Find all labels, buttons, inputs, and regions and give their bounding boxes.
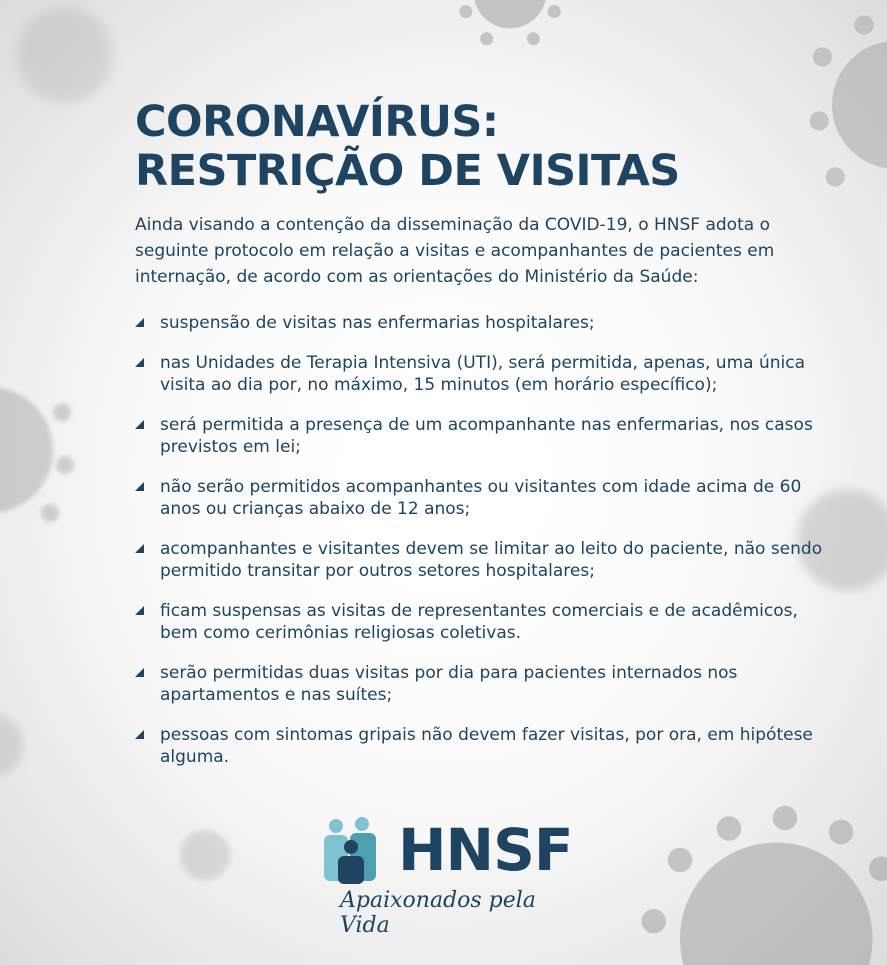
hnsf-logo: [318, 814, 578, 924]
list-item: [135, 600, 835, 644]
title-line-1: CORONAVÍRUS:: [135, 97, 499, 147]
list-item-text: acompanhantes e visitantes devem se limitar ao leito do paciente, não sendo permitido transitar por outros setores hospitalares;: [160, 539, 822, 581]
virus-illustration-left-bottom: [0, 690, 40, 800]
list-item-text: suspensão de visitas nas enfermarias hospitalares;: [160, 313, 595, 333]
triangle-bullet-icon: [135, 606, 144, 615]
list-item: [135, 724, 835, 768]
list-item: [135, 312, 835, 334]
virus-illustration-left: [0, 340, 80, 560]
triangle-bullet-icon: [135, 668, 144, 677]
virus-illustration-top-center: [420, 0, 600, 70]
intro-paragraph: Ainda visando a contenção da disseminação da COVID-19, o HNSF adota o seguinte protocolo em relação a visitas e acompanhantes de pacientes em internação, de acordo com as orientações do Ministério da Saúde:: [135, 212, 835, 290]
triangle-bullet-icon: [135, 544, 144, 553]
rules-list: [135, 312, 835, 768]
list-item-text: ficam suspensas as visitas de representantes comerciais e de acadêmicos, bem como cerimônias religiosas coletivas.: [160, 601, 798, 643]
page-title: [135, 98, 835, 196]
main-content: [135, 98, 835, 786]
brand-name: HNSF: [398, 818, 572, 882]
virus-illustration-bottom-center: [170, 820, 240, 890]
list-item: [135, 538, 835, 582]
list-item: [135, 414, 835, 458]
list-item-text: pessoas com sintomas gripais não devem fazer visitas, por ora, em hipótese alguma.: [160, 725, 813, 767]
triangle-bullet-icon: [135, 420, 144, 429]
list-item-text: será permitida a presença de um acompanhante nas enfermarias, nos casos previstos em lei;: [160, 415, 813, 457]
virus-illustration-top-left: [0, 0, 140, 130]
triangle-bullet-icon: [135, 318, 144, 327]
list-item-text: não serão permitidos acompanhantes ou visitantes com idade acima de 60 anos ou crianças abaixo de 12 anos;: [160, 477, 801, 519]
list-item: [135, 662, 835, 706]
triangle-bullet-icon: [135, 358, 144, 367]
virus-illustration-bottom-right: [610, 790, 887, 965]
triangle-bullet-icon: [135, 482, 144, 491]
list-item-text: serão permitidas duas visitas por dia para pacientes internados nos apartamentos e nas suítes;: [160, 663, 737, 705]
triangle-bullet-icon: [135, 730, 144, 739]
list-item: [135, 352, 835, 396]
list-item-text: nas Unidades de Terapia Intensiva (UTI), será permitida, apenas, uma única visita ao dia por, no máximo, 15 minutos (em horário específico);: [160, 353, 805, 395]
brand-tagline: Apaixonados pela Vida: [340, 888, 578, 938]
people-logo-icon: [318, 816, 382, 886]
list-item: [135, 476, 835, 520]
title-line-2: RESTRIÇÃO DE VISITAS: [135, 146, 680, 196]
